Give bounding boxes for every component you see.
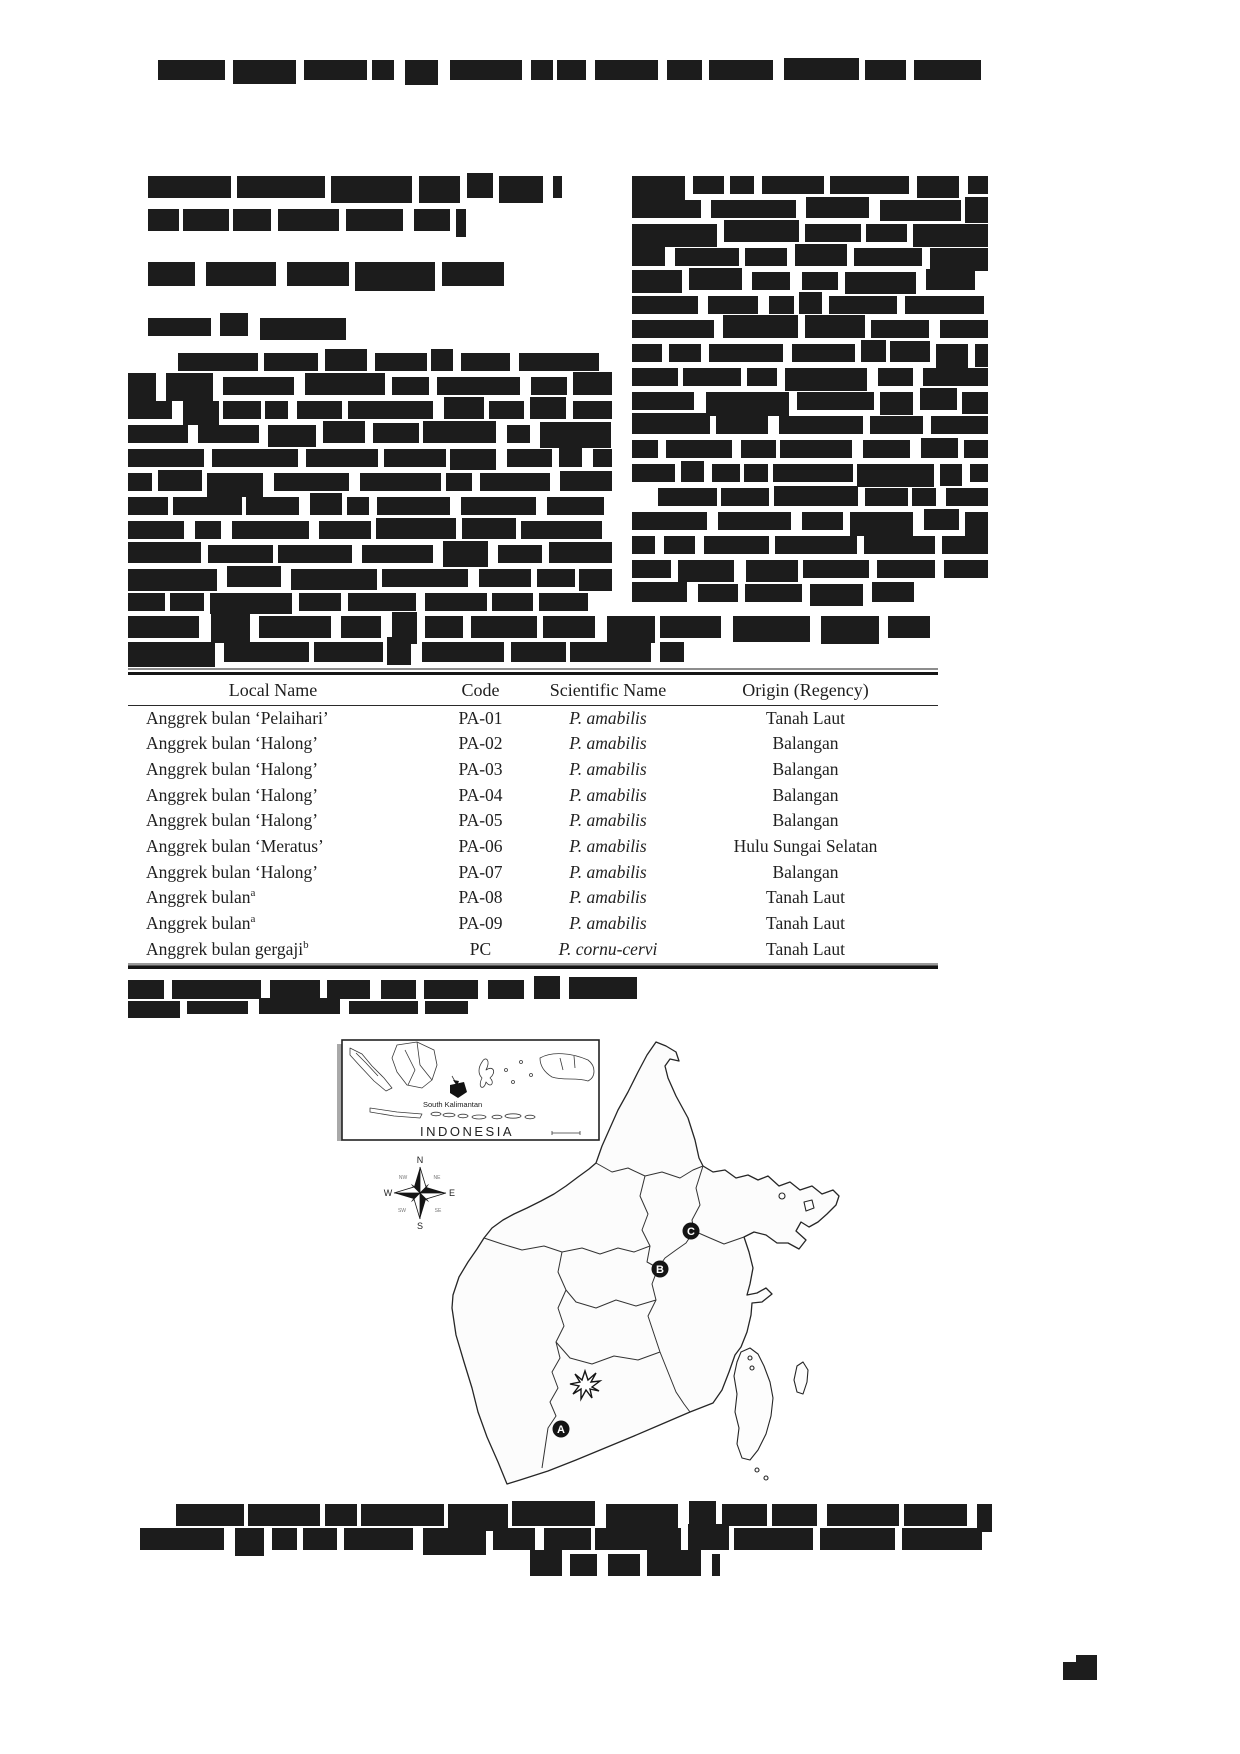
compass-nw-label: NW [398, 1175, 408, 1181]
small-island [779, 1193, 785, 1199]
local-name-cell: Anggrek bulan ‘Halong’ [146, 810, 319, 831]
table-row [128, 911, 938, 937]
running-head-redaction [158, 60, 982, 80]
local-name-cell: Anggrek bulan$^a$ [146, 887, 256, 908]
body-text-line [632, 584, 988, 602]
compass-ne-label: NE [433, 1175, 441, 1181]
body-text-line [128, 569, 612, 587]
body-text-line [128, 401, 612, 419]
figure-map [330, 1033, 850, 1515]
origin-cell: Balangan [772, 758, 839, 779]
body-text-line [632, 344, 988, 362]
compass-se-label: SE [434, 1208, 442, 1214]
table-body [128, 705, 938, 963]
table-footnote-redaction [128, 1001, 476, 1014]
table-row [128, 937, 938, 963]
table-caption-redaction [128, 642, 684, 662]
svg-text:C: C [687, 1226, 695, 1238]
scientific-name-cell: P. amabilis [569, 913, 647, 934]
origin-cell: Hulu Sungai Selatan [733, 836, 878, 857]
local-name-cell: Anggrek bulan ‘Halong’ [146, 784, 319, 805]
body-text-line [632, 512, 988, 530]
code-cell: PA-08 [458, 887, 503, 908]
small-island [764, 1476, 768, 1480]
scientific-name-cell: P. amabilis [569, 861, 647, 882]
body-text-line [632, 464, 988, 482]
table-row [128, 783, 938, 809]
compass-s-label: S [416, 1221, 424, 1231]
compass-sw-label: SW [397, 1208, 407, 1214]
code-cell: PA-05 [458, 810, 503, 831]
origin-cell: Tanah Laut [766, 913, 845, 934]
local-name-cell: Anggrek bulan ‘Halong’ [146, 861, 319, 882]
body-text-line [632, 416, 988, 434]
table-caption-redaction [128, 616, 938, 638]
col-header-code: Code [418, 675, 543, 706]
body-text-line [632, 536, 988, 554]
table-bottom-rule [128, 963, 938, 969]
code-cell: PA-01 [458, 707, 503, 728]
table-row [128, 860, 938, 886]
body-text-line [128, 521, 612, 539]
compass-w-label: W [383, 1188, 393, 1198]
code-cell: PA-09 [458, 913, 503, 934]
body-text-line [632, 560, 988, 578]
origin-cell: Tanah Laut [766, 887, 845, 908]
body-text-line [632, 200, 988, 218]
compass-n-label: N [416, 1155, 424, 1165]
sebuku-island [794, 1362, 808, 1394]
code-cell: PC [469, 938, 492, 959]
scientific-name-cell: P. amabilis [569, 887, 647, 908]
body-text-line [128, 377, 612, 395]
section-heading-redaction [148, 318, 346, 336]
scientific-name-cell: P. amabilis [569, 758, 647, 779]
scientific-name-cell: P. amabilis [569, 733, 647, 754]
marker-b [652, 1261, 669, 1278]
body-text-line [128, 425, 612, 443]
code-cell: PA-06 [458, 836, 503, 857]
table-row [128, 834, 938, 860]
table-row [128, 705, 938, 731]
table-row [128, 885, 938, 911]
body-text-line [632, 176, 988, 194]
small-island [755, 1468, 759, 1472]
scientific-name-cell: P. cornu-cervi [558, 938, 658, 959]
body-text-line [128, 593, 612, 611]
compass-e-label: E [448, 1188, 456, 1198]
scientific-name-cell: P. amabilis [569, 810, 647, 831]
inset-country-label: INDONESIA [420, 1124, 515, 1139]
local-name-cell: Anggrek bulan ‘Pelaihari’ [146, 707, 329, 728]
inset-region-label: South Kalimantan [423, 1100, 483, 1109]
body-text-line [632, 440, 988, 458]
origin-cell: Balangan [772, 784, 839, 805]
origin-cell: Balangan [772, 861, 839, 882]
pulau-laut-island [734, 1348, 773, 1460]
body-text-line [632, 392, 988, 410]
small-island [750, 1366, 754, 1370]
figure-caption-redaction [530, 1554, 720, 1576]
col-header-scientific-name: Scientific Name [543, 675, 673, 706]
col-header-origin: Origin (Regency) [673, 675, 938, 706]
body-text-line [632, 224, 988, 242]
body-text-line [128, 473, 612, 491]
scientific-name-cell: P. amabilis [569, 836, 647, 857]
small-island [748, 1356, 752, 1360]
svg-text:A: A [557, 1424, 565, 1436]
body-text-line [128, 545, 612, 563]
compass-rose [384, 1155, 455, 1231]
col-header-local-name: Local Name [128, 675, 418, 706]
table-row [128, 757, 938, 783]
body-text-line [632, 320, 988, 338]
table-row [128, 808, 938, 834]
table-row [128, 731, 938, 757]
origin-cell: Tanah Laut [766, 707, 845, 728]
origin-cell: Balangan [772, 810, 839, 831]
marker-c [683, 1223, 700, 1240]
page-number-redaction [1063, 1662, 1077, 1680]
body-text-line [632, 296, 988, 314]
local-name-cell: Anggrek bulan ‘Halong’ [146, 758, 319, 779]
local-name-cell: Anggrek bulan$^a$ [146, 913, 256, 934]
local-name-cell: Anggrek bulan ‘Halong’ [146, 733, 319, 754]
body-text-line [128, 353, 612, 371]
local-name-cell: Anggrek bulan gergaji$^b$ [146, 938, 309, 959]
body-text-line [632, 488, 988, 506]
svg-text:B: B [656, 1264, 664, 1276]
body-text-line [632, 272, 988, 290]
code-cell: PA-03 [458, 758, 503, 779]
body-text-line [632, 248, 988, 266]
figure-caption-redaction [176, 1504, 992, 1526]
table-header-row [128, 675, 938, 706]
body-text-line [128, 497, 612, 515]
inset-map [337, 1040, 599, 1141]
body-text-line [128, 449, 612, 467]
origin-cell: Tanah Laut [766, 938, 845, 959]
page-number-redaction [1076, 1655, 1097, 1680]
code-cell: PA-07 [458, 861, 503, 882]
scientific-name-cell: P. amabilis [569, 784, 647, 805]
marker-a [553, 1421, 570, 1438]
origin-cell: Balangan [772, 733, 839, 754]
specimen-table [128, 668, 938, 969]
correspondence-line-redaction [148, 262, 504, 286]
scientific-name-cell: P. amabilis [569, 707, 647, 728]
affiliation-line-redaction [148, 176, 562, 198]
code-cell: PA-04 [458, 784, 503, 805]
figure-caption-redaction [140, 1528, 988, 1550]
table-footnote-redaction [128, 980, 640, 999]
body-text-line [632, 368, 988, 386]
local-name-cell: Anggrek bulan ‘Meratus’ [146, 836, 324, 857]
affiliation-line-redaction [148, 209, 466, 231]
code-cell: PA-02 [458, 733, 503, 754]
